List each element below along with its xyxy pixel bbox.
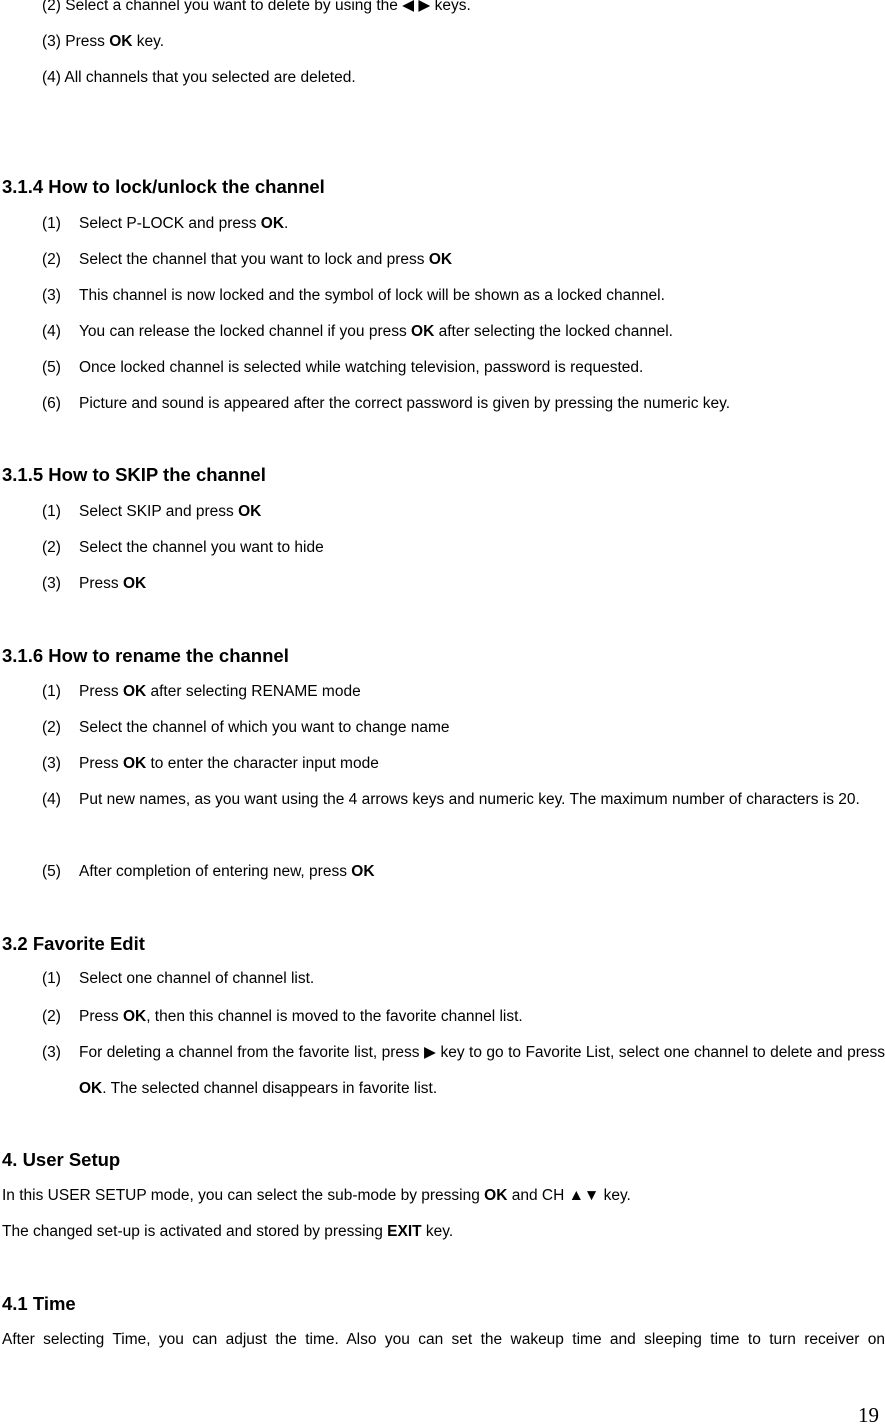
item-number: (2): [42, 1008, 61, 1025]
intro-step: [42, 68, 356, 88]
item-number: (1): [42, 683, 61, 700]
item-text: Select the channel that you want to lock and press OK: [79, 251, 453, 268]
item-number: (1): [42, 215, 61, 232]
item-number: (4): [42, 791, 61, 808]
item-text: After completion of entering new, press OK: [79, 863, 375, 880]
item-number: (1): [42, 970, 61, 987]
item-text: Select P-LOCK and press OK.: [79, 215, 289, 232]
paragraph: After selecting Time, you can adjust the time. Also you can set the wakeup time and sleeping time to turn receiver on: [2, 1331, 885, 1348]
step-text: (3) Press: [42, 33, 110, 50]
item-number: (1): [42, 503, 61, 520]
step-text: (2) Select a channel you want to delete by using the ◀ ▶ keys.: [42, 0, 471, 14]
intro-step: [42, 32, 164, 52]
item-number: (2): [42, 251, 61, 268]
item-number: (2): [42, 539, 61, 556]
item-text: Once locked channel is selected while watching television, password is requested.: [79, 359, 644, 376]
item-text: Press OK: [79, 575, 147, 592]
item-number: (3): [42, 287, 61, 304]
item-text: Press OK after selecting RENAME mode: [79, 683, 361, 700]
section-heading: 4. User Setup: [2, 1149, 121, 1170]
item-number: (3): [42, 1044, 61, 1061]
section-heading: 3.2 Favorite Edit: [2, 933, 145, 954]
section-heading: 3.1.4 How to lock/unlock the channel: [2, 176, 325, 197]
item-text: For deleting a channel from the favorite list, press ▶ key to go to Favorite List, select one channel to delete and press OK. The selected channel disappears in favorite list.: [79, 1044, 885, 1097]
page-number: 19: [858, 1403, 879, 1427]
item-text: Press OK to enter the character input mode: [79, 755, 379, 772]
section-heading: 4.1 Time: [2, 1293, 76, 1314]
item-number: (3): [42, 755, 61, 772]
item-text: Select one channel of channel list.: [79, 970, 315, 987]
item-text: This channel is now locked and the symbol of lock will be shown as a locked channel.: [79, 287, 665, 304]
item-text: Select SKIP and press OK: [79, 503, 262, 520]
item-number: (5): [42, 863, 61, 880]
item-text: Picture and sound is appeared after the correct password is given by pressing the numeric key.: [79, 395, 731, 412]
item-text: Select the channel of which you want to change name: [79, 719, 450, 736]
item-text: You can release the locked channel if you press OK after selecting the locked channel.: [79, 323, 673, 340]
item-number: (2): [42, 719, 61, 736]
paragraph: In this USER SETUP mode, you can select the sub-mode by pressing OK and CH ▲▼ key.: [2, 1187, 631, 1204]
paragraph: The changed set-up is activated and stored by pressing EXIT key.: [2, 1223, 454, 1240]
item-number: (6): [42, 395, 61, 412]
intro-step: [42, 0, 471, 16]
step-text: key.: [132, 33, 165, 50]
step-text: (4) All channels that you selected are deleted.: [42, 69, 356, 86]
item-text: Put new names, as you want using the 4 arrows keys and numeric key. The maximum number of characters is 20.: [79, 791, 860, 808]
section-heading: 3.1.5 How to SKIP the channel: [2, 464, 266, 485]
item-number: (4): [42, 323, 61, 340]
item-text: Press OK, then this channel is moved to the favorite channel list.: [79, 1008, 523, 1025]
item-number: (5): [42, 359, 61, 376]
item-text: Select the channel you want to hide: [79, 539, 324, 556]
item-number: (3): [42, 575, 61, 592]
key-name: OK: [109, 33, 133, 50]
section-heading: 3.1.6 How to rename the channel: [2, 645, 289, 666]
